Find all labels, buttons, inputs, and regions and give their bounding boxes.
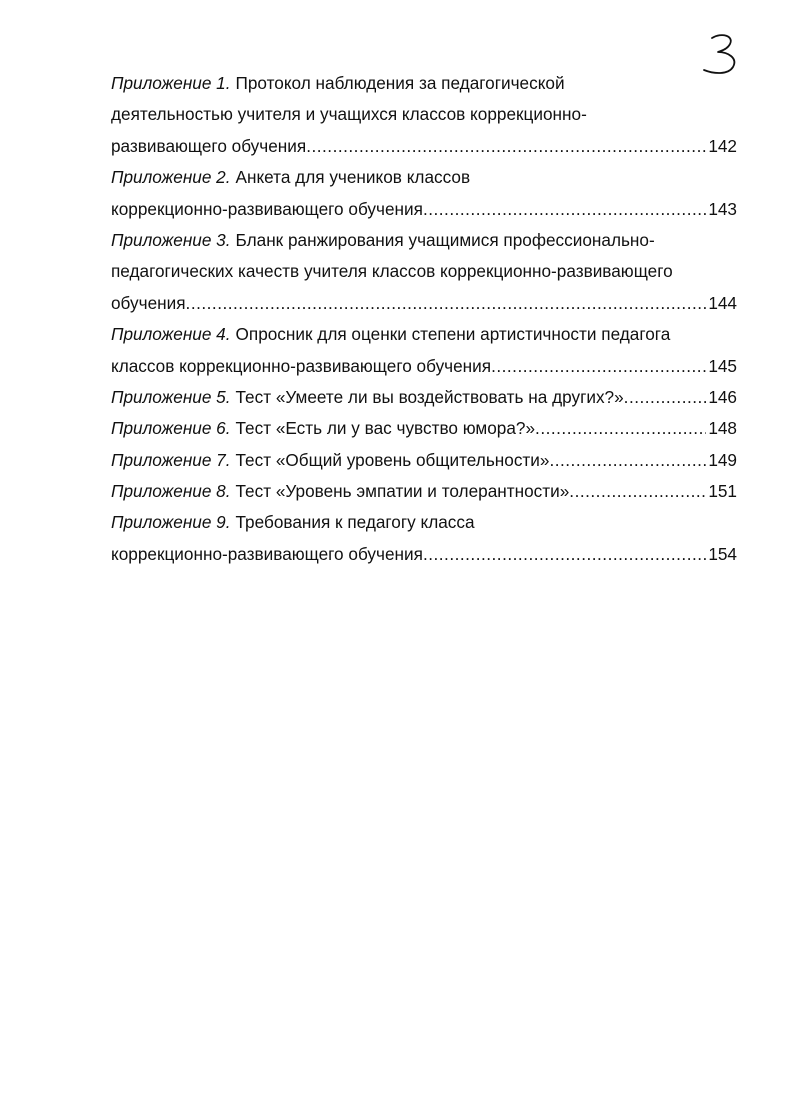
toc-entry-5[interactable] — [111, 382, 737, 413]
toc-entry-1-line-2 — [111, 99, 737, 130]
toc-leader-dots — [535, 413, 706, 444]
toc-entry-text: Тест «Умеете ли вы воздействовать на других?» — [235, 386, 624, 407]
toc-entry-7[interactable] — [111, 445, 737, 476]
toc-page-number: 146 — [708, 386, 737, 407]
toc-page-number: 149 — [708, 449, 737, 470]
toc-page-number: 145 — [708, 355, 737, 376]
toc-entry-3-line-2 — [111, 256, 737, 287]
toc-entry-text: обучения — [111, 292, 186, 313]
toc-entry-text: Протокол наблюдения за педагогической — [235, 73, 565, 93]
toc-entry-text: Бланк ранжирования учащимися профессионально- — [235, 229, 655, 250]
toc-leader-dots — [423, 539, 706, 570]
toc-entry-label: Приложение 6. — [111, 418, 231, 439]
toc-entry-label: Приложение 7. — [111, 449, 231, 470]
toc-entry-label: Приложение 8. — [111, 481, 231, 502]
toc-leader-dots — [491, 351, 706, 382]
toc-entry-label: Приложение 2. — [111, 167, 231, 188]
toc-entry-text: Опросник для оценки степени артистичности педагога — [235, 324, 671, 345]
toc-entry-9-line-2[interactable] — [111, 539, 737, 570]
toc-entry-label: Приложение 9. — [111, 512, 231, 533]
toc-page-number: 148 — [708, 418, 737, 439]
toc-leader-dots — [423, 194, 706, 225]
toc-entry-text: классов коррекционно-развивающего обучения — [111, 355, 492, 376]
toc-entry-label: Приложение 3. — [111, 229, 231, 250]
toc-entry-1-line-1 — [111, 68, 737, 99]
toc-entry-text: Требования к педагогу класса — [235, 512, 475, 533]
toc-leader-dots — [569, 476, 706, 507]
toc-entry-8[interactable] — [111, 476, 737, 507]
toc-entry-text: Тест «Общий уровень общительности» — [235, 449, 550, 470]
toc-page-number: 154 — [708, 543, 737, 564]
toc-entry-2-line-1 — [111, 162, 737, 193]
toc-entry-text: коррекционно-развивающего обучения — [111, 198, 423, 219]
toc-entry-label: Приложение 5. — [111, 386, 231, 407]
toc-leader-dots — [549, 445, 706, 476]
toc-entry-2-line-2[interactable] — [111, 194, 737, 225]
toc-page-number: 144 — [708, 292, 737, 313]
toc-entry-text: педагогических качеств учителя классов коррекционно-развивающего — [111, 261, 673, 282]
toc-page-number: 143 — [708, 198, 737, 219]
toc-leader-dots — [186, 288, 707, 319]
toc-entry-4-line-1 — [111, 319, 737, 350]
toc-leader-dots — [306, 131, 706, 162]
toc-entry-text: Тест «Есть ли у вас чувство юмора?» — [235, 418, 536, 439]
toc-entry-text: Тест «Уровень эмпатии и толерантности» — [235, 481, 570, 502]
toc-entry-label: Приложение 4. — [111, 324, 231, 345]
toc-entry-text: Анкета для учеников классов — [235, 167, 471, 188]
appendix-toc — [111, 68, 737, 570]
toc-entry-label: Приложение 1. — [111, 73, 231, 93]
toc-entry-6[interactable] — [111, 413, 737, 444]
toc-entry-text: деятельностью учителя и учащихся классов коррекционно- — [111, 104, 587, 125]
toc-page-number: 142 — [708, 135, 737, 156]
toc-leader-dots — [624, 382, 707, 413]
toc-entry-3-line-3[interactable] — [111, 288, 737, 319]
toc-entry-4-line-2[interactable] — [111, 351, 737, 382]
toc-entry-text: коррекционно-развивающего обучения — [111, 543, 423, 564]
toc-entry-3-line-1 — [111, 225, 737, 256]
toc-entry-9-line-1 — [111, 507, 737, 538]
toc-entry-text: развивающего обучения — [111, 135, 307, 156]
toc-page-number: 151 — [708, 481, 737, 502]
toc-entry-1-line-3[interactable] — [111, 131, 737, 162]
